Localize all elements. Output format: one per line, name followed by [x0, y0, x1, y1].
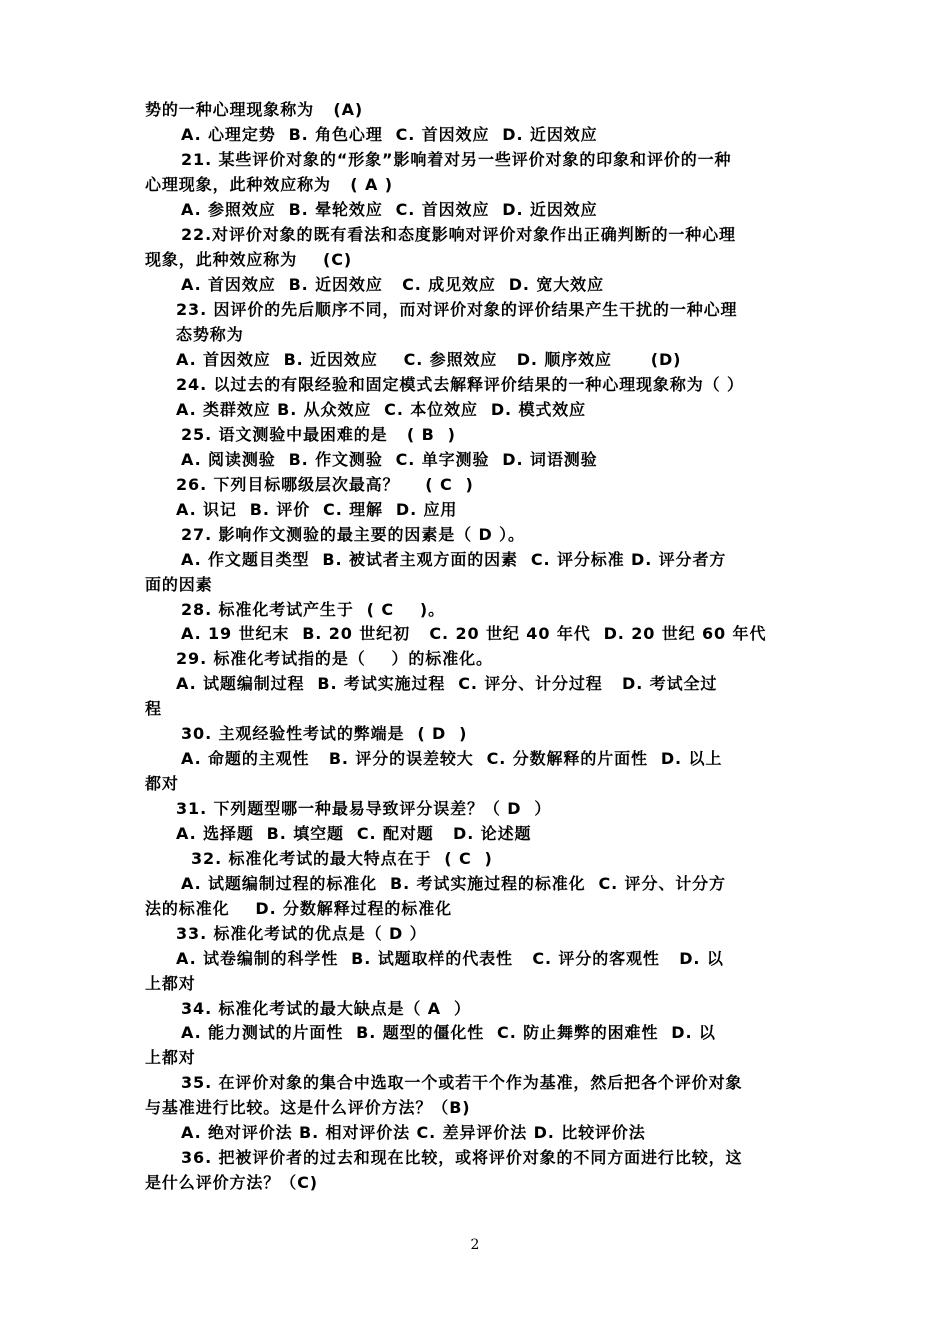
text-line: 31. 下列题型哪一种最易导致评分误差？（ D ） — [176, 799, 552, 818]
text-line: 26. 下列目标哪级层次最高？ ( C ) — [176, 475, 474, 494]
text-line: 30. 主观经验性考试的弊端是 ( D ) — [181, 724, 468, 743]
text-line: A. 选择题 B. 填空题 C. 配对题 D. 论述题 — [176, 824, 532, 843]
text-line: 都对 — [145, 774, 179, 793]
text-line: 上都对 — [145, 974, 196, 993]
text-line: 态势称为 — [176, 325, 244, 344]
text-line: 25. 语文测验中最困难的是 ( B ) — [181, 425, 456, 444]
text-line: 心理现象，此种效应称为 ( A ) — [145, 175, 393, 194]
text-line: 34. 标准化考试的最大缺点是（ A ） — [181, 999, 471, 1018]
text-line: 36. 把被评价者的过去和现在比较，或将评价对象的不同方面进行比较，这 — [181, 1148, 743, 1167]
text-line: 33. 标准化考试的优点是（ D ） — [176, 924, 427, 943]
text-line: 35. 在评价对象的集合中选取一个或若干个作为基准，然后把各个评价对象 — [181, 1073, 743, 1092]
text-line: A. 命题的主观性 B. 评分的误差较大 C. 分数解释的片面性 D. 以上 — [181, 749, 723, 768]
text-line: A. 心理定势 B. 角色心理 C. 首因效应 D. 近因效应 — [181, 125, 598, 144]
text-line: 是什么评价方法？（C) — [145, 1173, 318, 1192]
text-line: 22.对评价对象的既有看法和态度影响对评价对象作出正确判断的一种心理 — [181, 225, 736, 244]
text-line: 27. 影响作文测验的最主要的因素是（ D ）。 — [181, 525, 525, 544]
text-line: 28. 标准化考试产生于 ( C )。 — [181, 600, 445, 619]
text-line: A. 试题编制过程的标准化 B. 考试实施过程的标准化 C. 评分、计分方 — [181, 874, 726, 893]
text-line: 29. 标准化考试指的是（ ）的标准化。 — [176, 649, 493, 668]
text-line: 21. 某些评价对象的“形象”影响着对另一些评价对象的印象和评价的一种 — [181, 150, 732, 169]
text-line: 现象，此种效应称为 (C) — [145, 250, 353, 269]
text-line: A. 19 世纪末 B. 20 世纪初 C. 20 世纪 40 年代 D. 20 世纪 60 年代 — [181, 624, 767, 643]
text-line: 32. 标准化考试的最大特点在于 ( C ) — [191, 849, 493, 868]
text-line: 势的一种心理现象称为 (A) — [145, 100, 364, 119]
text-line: 23. 因评价的先后顺序不同，而对评价对象的评价结果产生干扰的一种心理 — [176, 300, 738, 319]
text-line: A. 类群效应 B. 从众效应 C. 本位效应 D. 模式效应 — [176, 400, 587, 419]
text-line: 与基准进行比较。这是什么评价方法？（B) — [145, 1098, 471, 1117]
text-line: 法的标准化 D. 分数解释过程的标准化 — [145, 899, 453, 918]
text-line: 上都对 — [145, 1048, 196, 1067]
text-line: 24. 以过去的有限经验和固定模式去解释评价结果的一种心理现象称为（ ） — [176, 375, 744, 394]
text-line: A. 参照效应 B. 晕轮效应 C. 首因效应 D. 近因效应 — [181, 200, 598, 219]
text-line: A. 识记 B. 评价 C. 理解 D. 应用 — [176, 500, 458, 519]
text-line: 程 — [145, 699, 162, 718]
text-line: A. 能力测试的片面性 B. 题型的僵化性 C. 防止舞弊的困难性 D. 以 — [181, 1023, 716, 1042]
text-line: A. 试题编制过程 B. 考试实施过程 C. 评分、计分过程 D. 考试全过 — [176, 674, 718, 693]
text-line: A. 绝对评价法 B. 相对评价法 C. 差异评价法 D. 比较评价法 — [181, 1123, 646, 1142]
page-number: 2 — [470, 1237, 480, 1253]
text-line: A. 首因效应 B. 近因效应 C. 参照效应 D. 顺序效应 (D) — [176, 350, 682, 369]
text-line: A. 试卷编制的科学性 B. 试题取样的代表性 C. 评分的客观性 D. 以 — [176, 949, 724, 968]
text-line: A. 作文题目类型 B. 被试者主观方面的因素 C. 评分标准 D. 评分者方 — [181, 550, 727, 569]
text-line: A. 阅读测验 B. 作文测验 C. 单字测验 D. 词语测验 — [181, 450, 598, 469]
text-line: A. 首因效应 B. 近因效应 C. 成见效应 D. 宽大效应 — [181, 275, 604, 294]
text-line: 面的因素 — [145, 575, 213, 594]
